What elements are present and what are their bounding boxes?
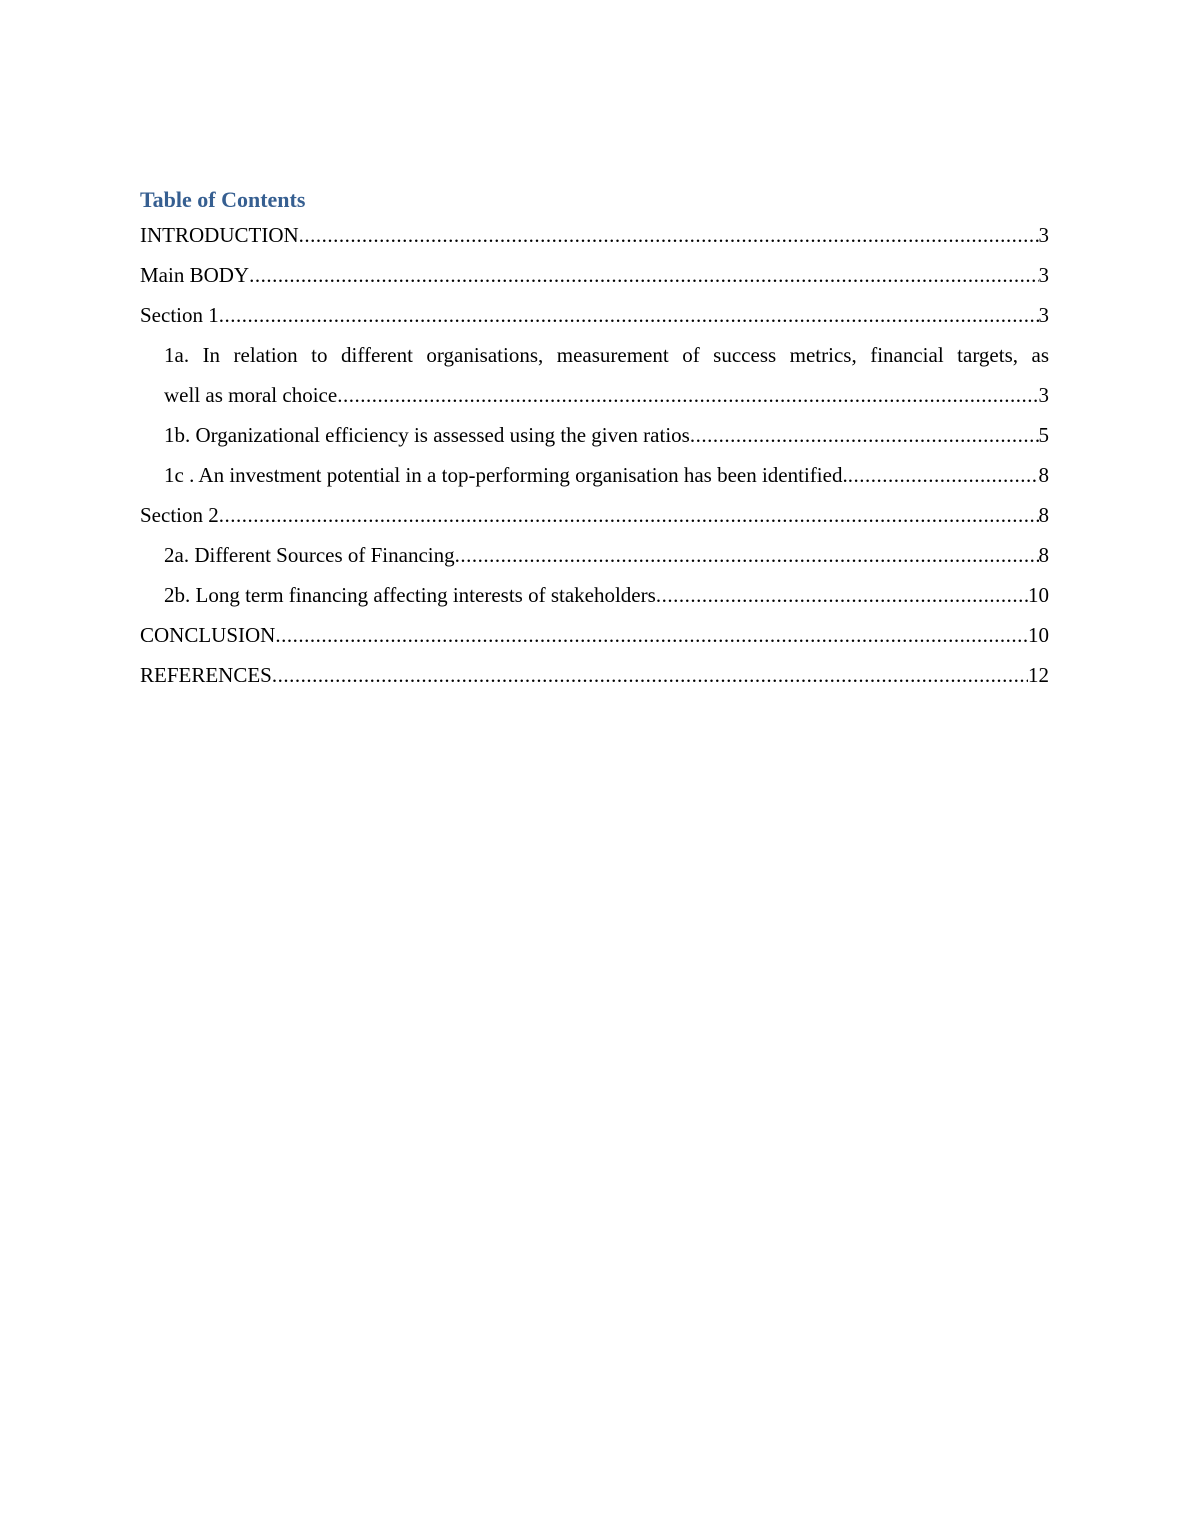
table-of-contents <box>140 185 1049 695</box>
toc-dot-leader <box>455 535 1039 575</box>
toc-entry-1a[interactable] <box>140 335 1049 415</box>
toc-dot-leader <box>219 295 1039 335</box>
toc-entry-text: REFERENCES <box>140 663 272 687</box>
toc-entry-conclusion[interactable] <box>140 615 1049 655</box>
toc-entry-text: 2a. Different Sources of Financing <box>164 543 455 567</box>
toc-dot-leader <box>690 415 1039 455</box>
toc-page-number: 10 <box>1028 583 1049 607</box>
toc-page-number: 3 <box>1038 263 1049 287</box>
toc-entry-1c[interactable] <box>140 455 1049 495</box>
toc-entry-text-line2: well as moral choice <box>164 383 338 407</box>
toc-entry-main-body[interactable] <box>140 255 1049 295</box>
toc-page-number: 8 <box>1038 503 1049 527</box>
toc-page-number: 12 <box>1028 663 1049 687</box>
toc-entry-text: Section 1 <box>140 303 219 327</box>
toc-dot-leader <box>275 615 1028 655</box>
toc-entry-text: 2b. Long term financing affecting interests of stakeholders <box>164 583 656 607</box>
toc-page-number: 3 <box>1038 383 1049 407</box>
toc-entry-section-2[interactable] <box>140 495 1049 535</box>
toc-entry-text: CONCLUSION <box>140 623 276 647</box>
toc-entry-line2 <box>164 375 1049 415</box>
toc-dot-leader <box>656 575 1028 615</box>
toc-page-number: 8 <box>1038 463 1049 487</box>
toc-page-number: 5 <box>1038 423 1049 447</box>
toc-dot-leader <box>272 655 1028 695</box>
toc-entry-text: 1b. Organizational efficiency is assessed using the given ratios <box>164 423 690 447</box>
toc-dot-leader <box>337 375 1038 415</box>
toc-dot-leader <box>848 455 1039 495</box>
toc-page-number: 10 <box>1028 623 1049 647</box>
toc-entry-section-1[interactable] <box>140 295 1049 335</box>
toc-entry-1b[interactable] <box>140 415 1049 455</box>
toc-dot-leader <box>299 215 1039 255</box>
toc-entry-text: Section 2 <box>140 503 219 527</box>
toc-entry-text: Main BODY <box>140 263 250 287</box>
toc-entries <box>140 215 1049 695</box>
toc-entry-text-line1: 1a. In relation to different organisations, measurement of success metrics, financial targets, as <box>164 343 1049 367</box>
toc-entry-text: 1c . An investment potential in a top-performing organisation has been identified. <box>164 463 848 487</box>
toc-entry-2b[interactable] <box>140 575 1049 615</box>
toc-page-number: 8 <box>1038 543 1049 567</box>
toc-entry-introduction[interactable] <box>140 215 1049 255</box>
toc-entry-references[interactable] <box>140 655 1049 695</box>
toc-title: Table of Contents <box>140 187 306 212</box>
toc-entry-text: INTRODUCTION <box>140 223 299 247</box>
toc-dot-leader <box>219 495 1039 535</box>
toc-dot-leader <box>249 255 1038 295</box>
toc-page-number: 3 <box>1038 223 1049 247</box>
toc-entry-2a[interactable] <box>140 535 1049 575</box>
toc-page-number: 3 <box>1038 303 1049 327</box>
